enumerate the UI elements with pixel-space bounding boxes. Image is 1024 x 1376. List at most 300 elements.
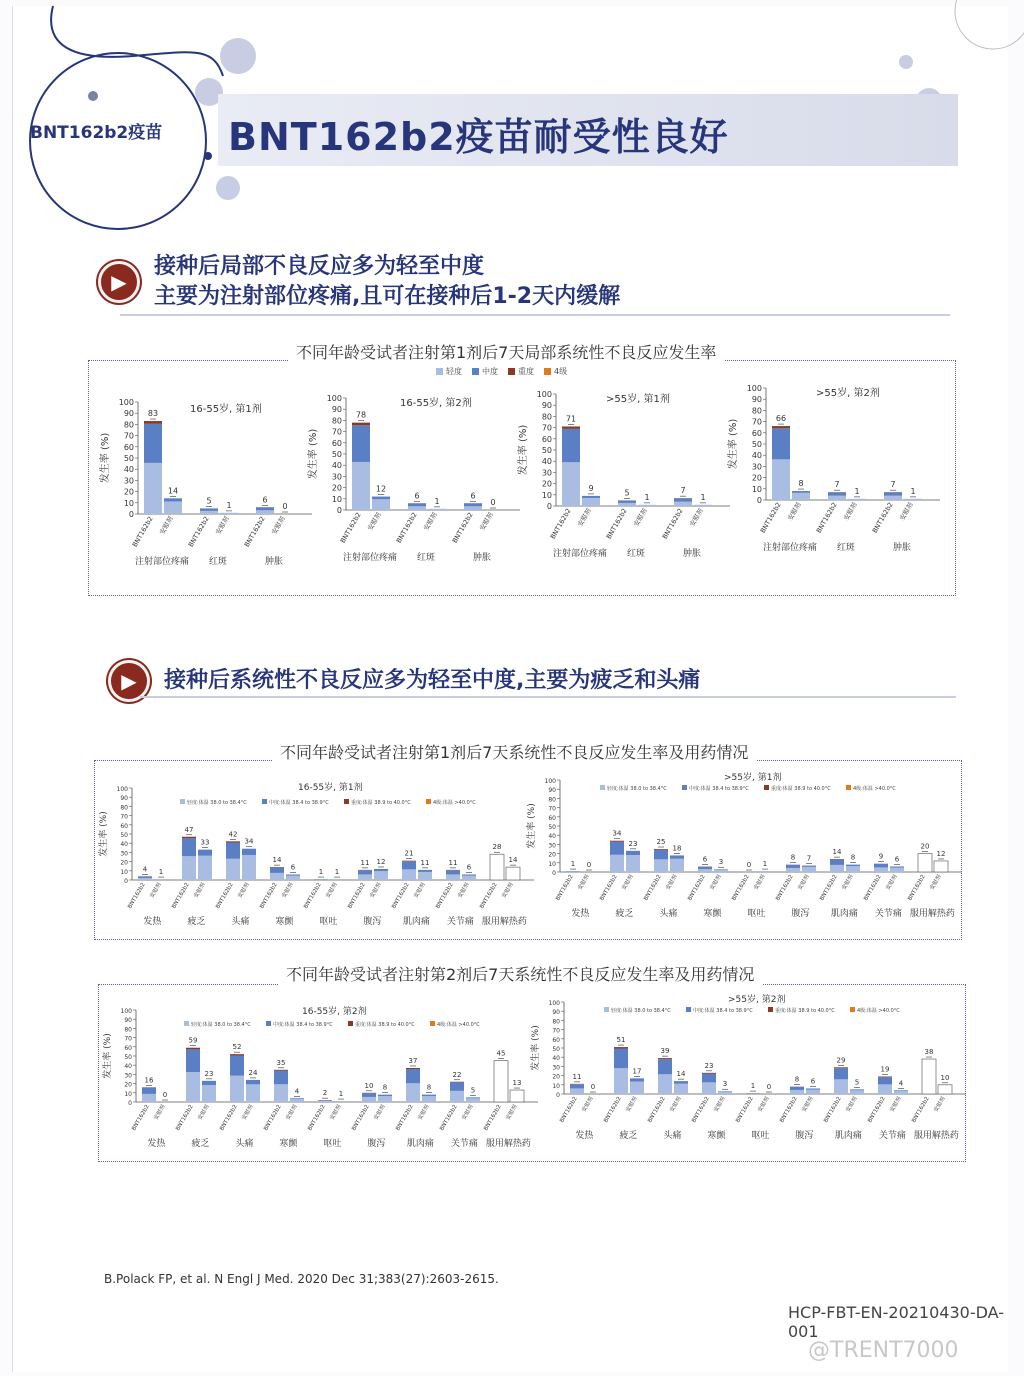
y-tick-label: 90 xyxy=(331,405,342,415)
x-category-label: 肿胀 xyxy=(264,557,284,567)
x-sublabel: 安慰剂 xyxy=(158,515,175,536)
x-category-label: 疲乏 xyxy=(187,917,206,927)
chart-local-55plus-dose1 xyxy=(520,382,730,572)
y-tick-label: 50 xyxy=(751,440,762,449)
legend-swatch xyxy=(184,1021,189,1026)
bar-segment xyxy=(702,1082,716,1094)
data-label: 4 xyxy=(142,865,148,874)
x-sublabel: BNT162b2 xyxy=(559,1096,579,1124)
y-tick-label: 50 xyxy=(120,832,128,839)
divider xyxy=(140,696,956,698)
bar-segment xyxy=(144,463,162,514)
legend-label: 重度:体温 38.9 to 40.0°C xyxy=(775,1008,835,1014)
chart-systemic-16-55-dose2 xyxy=(104,998,534,1158)
bar-segment xyxy=(256,510,274,514)
x-sublabel: 安慰剂 xyxy=(786,501,803,522)
data-label: 51 xyxy=(616,1036,626,1045)
x-sublabel: BNT162b2 xyxy=(450,511,475,545)
data-label: 22 xyxy=(452,1070,462,1079)
bar-antipyretic xyxy=(506,867,520,880)
x-sublabel: BNT162b2 xyxy=(819,874,839,902)
y-tick-label: 50 xyxy=(541,446,552,455)
bar-segment xyxy=(418,870,432,872)
x-category-label: 肿胀 xyxy=(472,553,492,563)
data-label: 23 xyxy=(704,1061,714,1070)
bar-segment xyxy=(144,424,162,463)
x-category-label: 服用解热药 xyxy=(913,1131,959,1141)
x-category-label: 红斑 xyxy=(836,543,856,553)
x-sublabel: 安慰剂 xyxy=(688,507,705,528)
bar-segment xyxy=(464,503,482,506)
bar-segment xyxy=(758,871,772,872)
data-label: 34 xyxy=(612,829,622,838)
data-label: 9 xyxy=(878,852,884,861)
bar-segment xyxy=(654,859,668,872)
bar-segment xyxy=(894,1091,908,1094)
bar-segment xyxy=(806,1088,820,1089)
data-label: 8 xyxy=(382,1083,388,1092)
y-tick-label: 20 xyxy=(552,1073,560,1081)
bar-segment xyxy=(256,507,274,510)
y-tick-label: 30 xyxy=(541,468,552,478)
legend-label: 轻度:体温 38.0 to 38.4°C xyxy=(611,1008,671,1014)
legend-label: 重度:体温 38.9 to 40.0°C xyxy=(351,800,411,806)
y-tick-label: 80 xyxy=(331,416,342,426)
y-tick-label: 70 xyxy=(331,427,342,437)
x-category-label: 腹泻 xyxy=(367,1139,386,1149)
bar-segment xyxy=(466,1097,480,1098)
chart-title: 16-55岁, 第1剂 xyxy=(190,404,262,415)
bar-segment xyxy=(226,841,240,842)
legend-label: 中度:体温 38.4 to 38.9°C xyxy=(269,800,329,806)
bar-segment xyxy=(462,876,476,880)
y-tick-label: 30 xyxy=(123,476,134,486)
x-category-label: 腹泻 xyxy=(791,909,810,919)
x-sublabel: BNT162b2 xyxy=(347,882,367,910)
bar-segment xyxy=(246,1084,260,1102)
y-tick-label: 40 xyxy=(751,451,762,461)
bar-segment xyxy=(450,1082,464,1083)
data-label: 0 xyxy=(282,502,288,511)
x-category-label: 寒颤 xyxy=(275,917,294,927)
bar-segment xyxy=(582,498,600,506)
bar-segment xyxy=(786,865,800,868)
y-tick-label: 70 xyxy=(751,417,762,427)
y-tick-label: 60 xyxy=(123,442,134,452)
y-tick-label: 30 xyxy=(331,472,342,482)
bar-segment xyxy=(566,871,580,872)
y-tick-label: 0 xyxy=(556,1092,560,1099)
bar-segment xyxy=(362,1093,376,1097)
y-tick-label: 80 xyxy=(120,804,128,812)
data-label: 0 xyxy=(746,861,752,869)
bar-segment xyxy=(614,1047,628,1048)
data-label: 8 xyxy=(426,1083,432,1092)
play-icon: ▶ xyxy=(108,660,150,702)
bar-segment xyxy=(772,426,790,428)
y-tick-label: 10 xyxy=(331,494,342,504)
data-label: 21 xyxy=(404,849,414,858)
y-tick-label: 10 xyxy=(552,1082,560,1090)
x-sublabel: BNT162b2 xyxy=(731,874,751,902)
y-tick-label: 70 xyxy=(124,1035,132,1043)
legend-label: 中度:体温 38.4 to 38.9°C xyxy=(273,1022,333,1028)
x-category-label: 呕吐 xyxy=(751,1131,770,1141)
bar-segment xyxy=(874,867,888,872)
bar-segment xyxy=(850,1090,864,1094)
legend-label: 轻度:体温 38.0 to 38.4°C xyxy=(187,800,247,806)
chart-local-16-55-dose1 xyxy=(100,390,310,580)
data-label: 42 xyxy=(228,830,238,839)
data-label: 78 xyxy=(355,410,367,420)
data-label: 16 xyxy=(144,1076,154,1085)
bar-segment xyxy=(164,498,182,501)
chart-title: >55岁, 第1剂 xyxy=(606,394,670,405)
bar-segment xyxy=(352,423,370,426)
y-tick-label: 60 xyxy=(548,814,556,822)
y-tick-label: 90 xyxy=(548,787,556,795)
data-label: 3 xyxy=(722,1080,728,1089)
bar-segment xyxy=(562,429,580,462)
bar-segment xyxy=(890,866,904,867)
bar-segment xyxy=(792,491,810,493)
y-tick-label: 0 xyxy=(546,502,552,511)
local-legend xyxy=(436,366,567,377)
x-sublabel: 安慰剂 xyxy=(625,1096,639,1114)
bar-segment xyxy=(626,851,640,855)
legend-grade4: 4级 xyxy=(554,367,568,376)
play-icon: ▶ xyxy=(98,261,140,303)
bar-segment xyxy=(830,860,844,865)
data-label: 45 xyxy=(496,1049,506,1058)
data-label: 5 xyxy=(854,1078,860,1087)
bar-segment xyxy=(374,871,388,880)
y-tick-label: 0 xyxy=(128,510,134,519)
bar-segment xyxy=(830,865,844,872)
chart-systemic-16-55-dose1 xyxy=(100,776,530,936)
bar-segment xyxy=(138,876,152,878)
data-label: 29 xyxy=(836,1056,846,1065)
legend-swatch xyxy=(682,785,687,790)
legend-label: 轻度:体温 38.0 to 38.4°C xyxy=(191,1022,251,1028)
y-tick-label: 80 xyxy=(124,1026,132,1034)
bar-segment xyxy=(562,462,580,506)
legend-swatch xyxy=(348,1021,353,1026)
data-label: 6 xyxy=(414,491,420,501)
section-header-local xyxy=(98,252,620,312)
data-label: 8 xyxy=(794,1075,800,1084)
y-tick-label: 0 xyxy=(756,496,762,505)
y-tick-label: 50 xyxy=(552,1046,560,1053)
data-label: 6 xyxy=(810,1077,816,1086)
legend-label: 轻度:体温 38.0 to 38.4°C xyxy=(607,786,667,792)
bar-antipyretic xyxy=(918,854,932,872)
x-category-label: 肌肉痛 xyxy=(402,917,430,927)
legend-label: 重度:体温 38.9 to 40.0°C xyxy=(771,786,831,792)
data-label: 6 xyxy=(702,855,708,864)
x-sublabel: 安慰剂 xyxy=(214,515,231,536)
legend-label: 4级:体温 >40.0°C xyxy=(433,800,476,806)
y-tick-label: 100 xyxy=(116,786,128,793)
bar-segment xyxy=(718,1091,732,1092)
x-sublabel: BNT162b2 xyxy=(127,882,147,910)
y-tick-label: 40 xyxy=(548,833,556,841)
x-category-label: 服用解热药 xyxy=(485,1139,531,1149)
x-sublabel: 安慰剂 xyxy=(842,501,859,522)
data-label: 1 xyxy=(158,868,164,877)
bar-segment xyxy=(610,841,624,842)
bar-segment xyxy=(358,874,372,880)
data-label: 4 xyxy=(294,1087,300,1096)
x-sublabel: BNT162b2 xyxy=(907,874,927,902)
x-sublabel: BNT162b2 xyxy=(303,882,323,910)
bar-segment xyxy=(408,506,426,510)
x-sublabel: BNT162b2 xyxy=(604,507,629,541)
y-tick-label: 80 xyxy=(548,796,556,804)
bar-segment xyxy=(274,1084,288,1102)
x-sublabel: 安慰剂 xyxy=(366,511,383,532)
bar-segment xyxy=(562,426,580,428)
y-tick-label: 10 xyxy=(123,498,134,508)
x-sublabel: 安慰剂 xyxy=(841,874,855,892)
bar-segment xyxy=(202,1085,216,1102)
x-sublabel: 安慰剂 xyxy=(797,874,811,892)
bar-segment xyxy=(290,1098,304,1099)
data-label: 7 xyxy=(890,480,896,490)
bar-segment xyxy=(198,850,212,856)
x-category-label: 肿胀 xyxy=(682,549,702,559)
bar-segment xyxy=(884,496,902,500)
bar-segment xyxy=(406,1069,420,1083)
bar-segment xyxy=(428,509,446,510)
x-category-label: 头痛 xyxy=(231,917,250,927)
bar-segment xyxy=(226,843,240,859)
y-tick-label: 20 xyxy=(541,479,552,489)
x-category-label: 发热 xyxy=(571,909,590,919)
x-sublabel: BNT162b2 xyxy=(870,501,895,535)
x-category-label: 服用解热药 xyxy=(909,909,955,919)
x-category-label: 疲乏 xyxy=(619,1131,638,1141)
y-tick-label: 70 xyxy=(120,813,128,821)
bar-segment xyxy=(846,866,860,872)
y-tick-label: 70 xyxy=(123,431,134,441)
data-label: 71 xyxy=(565,414,577,424)
x-sublabel: 安慰剂 xyxy=(285,1104,299,1122)
y-tick-label: 10 xyxy=(548,860,556,868)
y-axis-label: 发生率 (%) xyxy=(99,811,109,857)
y-tick-label: 40 xyxy=(124,1063,132,1071)
bar-segment xyxy=(246,1080,260,1084)
x-sublabel: BNT162b2 xyxy=(483,1104,503,1132)
y-tick-label: 40 xyxy=(552,1055,560,1063)
sys2-box-title: 不同年龄受试者注射第2剂后7天系统性不良反应发生率及用药情况 xyxy=(278,962,762,985)
legend-label: 中度:体温 38.4 to 38.9°C xyxy=(693,1008,753,1014)
y-tick-label: 90 xyxy=(552,1009,560,1017)
x-sublabel: BNT162b2 xyxy=(779,1096,799,1124)
bar-antipyretic xyxy=(934,861,948,872)
y-tick-label: 60 xyxy=(552,1036,560,1044)
data-label: 5 xyxy=(624,488,630,498)
bar-segment xyxy=(792,493,810,500)
bar-segment xyxy=(372,497,390,500)
data-label: 14 xyxy=(508,856,518,865)
data-label: 6 xyxy=(262,495,268,505)
x-sublabel: 安慰剂 xyxy=(197,1104,211,1122)
bar-segment xyxy=(790,1090,804,1094)
y-tick-label: 10 xyxy=(120,868,128,876)
bar-segment xyxy=(772,428,790,459)
x-sublabel: BNT162b2 xyxy=(219,1104,239,1132)
x-sublabel: 安慰剂 xyxy=(577,874,591,892)
bar-segment xyxy=(186,1049,200,1072)
data-label: 25 xyxy=(656,838,666,846)
y-tick-label: 70 xyxy=(552,1027,560,1035)
bar-segment xyxy=(142,1094,156,1102)
y-axis-label: 发生率 (%) xyxy=(103,1033,113,1079)
data-label: 5 xyxy=(470,1086,476,1095)
x-sublabel: 安慰剂 xyxy=(669,1096,683,1114)
x-sublabel: BNT162b2 xyxy=(603,1096,623,1124)
y-tick-label: 60 xyxy=(751,428,762,438)
x-sublabel: BNT162b2 xyxy=(263,1104,283,1132)
y-tick-label: 10 xyxy=(124,1090,132,1098)
y-tick-label: 60 xyxy=(541,434,552,444)
bar-segment xyxy=(418,872,432,880)
data-label: 8 xyxy=(798,479,804,489)
data-label: 83 xyxy=(147,409,159,419)
x-category-label: 关节痛 xyxy=(450,1139,478,1149)
bar-segment xyxy=(274,1070,288,1071)
y-tick-label: 90 xyxy=(541,401,552,411)
x-sublabel: BNT162b2 xyxy=(215,882,235,910)
x-sublabel: 安慰剂 xyxy=(757,1096,771,1114)
data-label: 4 xyxy=(898,1079,904,1088)
bar-segment xyxy=(702,1073,716,1074)
bar-segment xyxy=(406,1083,420,1102)
y-tick-label: 20 xyxy=(751,473,762,483)
chart-title: >55岁, 第1剂 xyxy=(724,773,782,783)
x-category-label: 呕吐 xyxy=(747,909,766,919)
data-label: 23 xyxy=(628,839,638,848)
bar-segment xyxy=(182,837,196,838)
data-label: 11 xyxy=(360,858,370,867)
y-tick-label: 30 xyxy=(548,842,556,850)
data-label: 3 xyxy=(718,858,724,867)
bar-segment xyxy=(582,496,600,498)
data-label: 34 xyxy=(244,837,254,846)
y-tick-label: 40 xyxy=(120,841,128,849)
bar-segment xyxy=(374,869,388,871)
y-tick-label: 80 xyxy=(751,406,762,416)
bar-antipyretic xyxy=(938,1085,952,1094)
x-sublabel: 安慰剂 xyxy=(193,882,207,900)
bar-segment xyxy=(718,1092,732,1094)
y-tick-label: 70 xyxy=(548,805,556,813)
y-tick-label: 90 xyxy=(120,795,128,803)
bar-segment xyxy=(746,1093,760,1094)
data-label: 7 xyxy=(834,480,840,490)
data-label: 11 xyxy=(448,858,458,867)
y-tick-label: 0 xyxy=(124,878,128,885)
x-sublabel: BNT162b2 xyxy=(479,882,499,910)
x-sublabel: BNT162b2 xyxy=(775,874,795,902)
bar-segment xyxy=(834,1068,848,1079)
bar-segment xyxy=(874,864,888,867)
legend-swatch xyxy=(604,1007,609,1012)
bar-segment xyxy=(164,501,182,514)
x-sublabel: 安慰剂 xyxy=(325,882,339,900)
bar-segment xyxy=(450,1091,464,1102)
bar-segment xyxy=(274,1071,288,1085)
bar-segment xyxy=(772,459,790,500)
x-sublabel: 安慰剂 xyxy=(505,1104,519,1122)
reference: B.Polack FP, et al. N Engl J Med. 2020 Dec 31;383(27):2603-2615. xyxy=(104,1272,499,1286)
data-label: 18 xyxy=(672,844,682,853)
section-local-line2: 主要为注射部位疼痛,且可在接种后1-2天内缓解 xyxy=(154,284,621,309)
y-tick-label: 0 xyxy=(552,870,556,877)
data-label: 0 xyxy=(162,1091,168,1099)
x-category-label: 关节痛 xyxy=(874,909,902,919)
y-tick-label: 100 xyxy=(746,384,762,393)
bar-segment xyxy=(230,1054,244,1055)
data-label: 20 xyxy=(920,842,930,851)
x-sublabel: BNT162b2 xyxy=(395,1104,415,1132)
x-sublabel: 安慰剂 xyxy=(373,1104,387,1122)
y-tick-label: 20 xyxy=(331,483,342,493)
bar-segment xyxy=(242,855,256,880)
y-tick-label: 60 xyxy=(331,438,342,448)
data-label: 1 xyxy=(750,1082,756,1091)
legend-label: 重度:体温 38.9 to 40.0°C xyxy=(355,1022,415,1028)
y-tick-label: 20 xyxy=(120,859,128,867)
x-category-label: 注射部位疼痛 xyxy=(762,543,818,553)
bar-segment xyxy=(570,1084,584,1088)
bar-segment xyxy=(790,1087,804,1090)
x-category-label: 寒颤 xyxy=(279,1139,298,1149)
data-label: 2 xyxy=(322,1089,328,1098)
x-category-label: 肌肉痛 xyxy=(406,1139,434,1149)
x-category-label: 红斑 xyxy=(416,553,436,563)
y-tick-label: 0 xyxy=(128,1100,132,1107)
section-systemic-line1: 接种后系统性不良反应多为轻至中度,主要为疲乏和头痛 xyxy=(164,668,701,693)
x-sublabel: BNT162b2 xyxy=(823,1096,843,1124)
bar-segment xyxy=(334,1101,348,1102)
x-category-label: 寒颤 xyxy=(707,1131,726,1141)
y-tick-label: 100 xyxy=(120,1008,132,1015)
x-sublabel: BNT162b2 xyxy=(691,1096,711,1124)
y-tick-label: 40 xyxy=(331,461,342,471)
x-sublabel: BNT162b2 xyxy=(548,507,573,541)
y-tick-label: 80 xyxy=(541,412,552,422)
x-sublabel: BNT162b2 xyxy=(391,882,411,910)
bar-segment xyxy=(378,1096,392,1102)
data-label: 10 xyxy=(940,1073,950,1082)
x-sublabel: BNT162b2 xyxy=(171,882,191,910)
legend-swatch xyxy=(850,1007,855,1012)
bar-segment xyxy=(200,511,218,514)
sys1-box-title: 不同年龄受试者注射第1剂后7天系统性不良反应发生率及用药情况 xyxy=(272,740,756,763)
x-sublabel: BNT162b2 xyxy=(687,874,707,902)
bar-segment xyxy=(314,879,328,880)
x-category-label: 疲乏 xyxy=(191,1139,210,1149)
x-sublabel: 安慰剂 xyxy=(417,1104,431,1122)
y-tick-label: 50 xyxy=(331,450,342,459)
y-tick-label: 40 xyxy=(541,457,552,467)
x-sublabel: BNT162b2 xyxy=(394,511,419,545)
x-category-label: 头痛 xyxy=(659,909,678,919)
x-sublabel: 安慰剂 xyxy=(632,507,649,528)
data-label: 11 xyxy=(420,858,430,867)
